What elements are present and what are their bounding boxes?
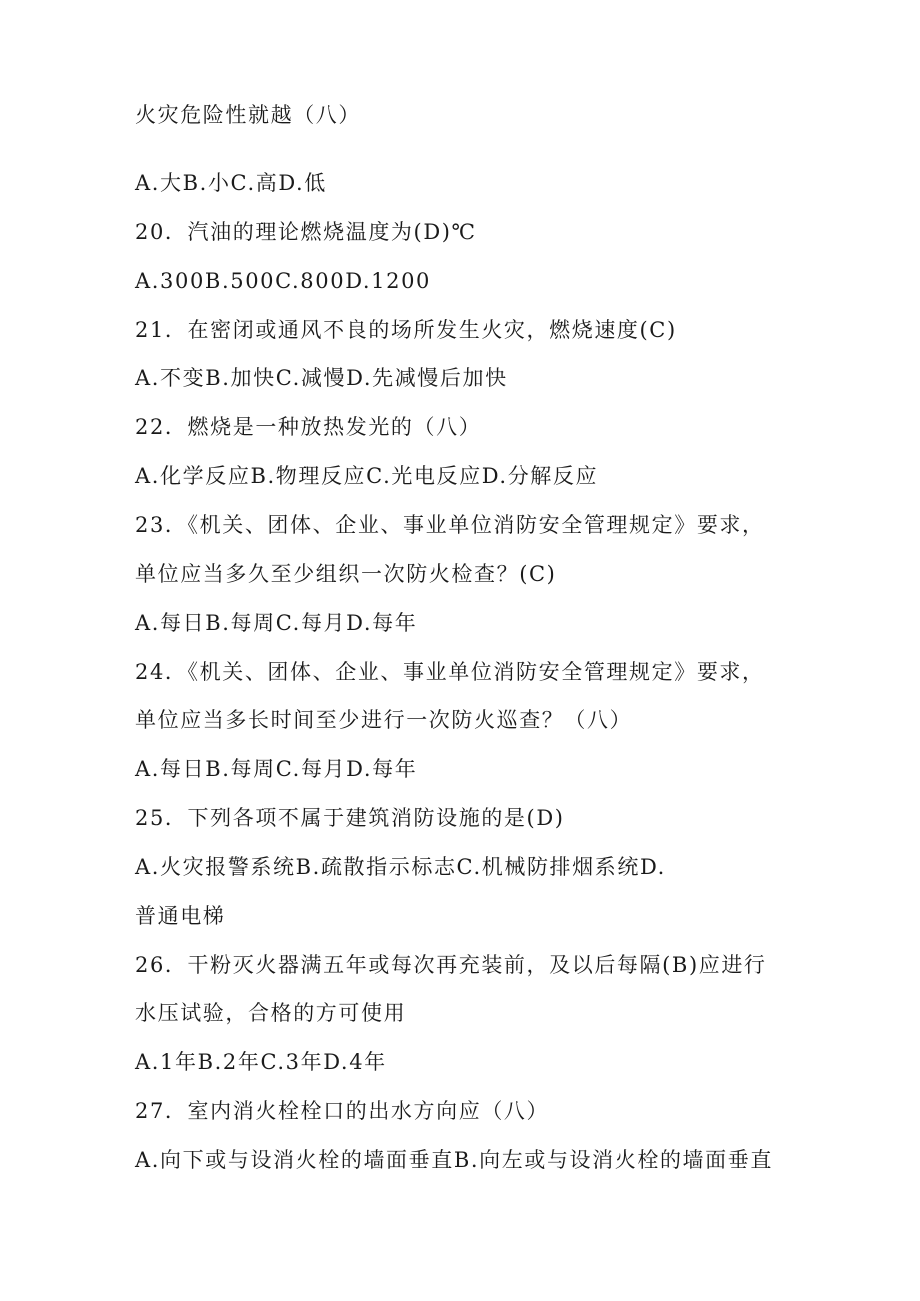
question-line: 水压试验，合格的方可使用 bbox=[135, 1001, 407, 1025]
question-line: 26．干粉灭火器满五年或每次再充装前，及以后每隔(B)应进行 bbox=[135, 953, 767, 977]
question-line: 23．《机关、团体、企业、事业单位消防安全管理规定》要求， bbox=[135, 513, 765, 537]
text-line: 火灾危险性就越（八） bbox=[135, 103, 361, 127]
question-line: 单位应当多久至少组织一次防火检查？(C) bbox=[135, 562, 557, 586]
answer-options: A.向下或与设消火栓的墙面垂直B.向左或与设消火栓的墙面垂直 bbox=[135, 1148, 773, 1172]
answer-options: 普通电梯 bbox=[135, 904, 226, 928]
question-line: 25．下列各项不属于建筑消防设施的是(D) bbox=[135, 806, 565, 830]
answer-options: A.化学反应B.物理反应C.光电反应D.分解反应 bbox=[135, 464, 599, 488]
question-line: 24．《机关、团体、企业、事业单位消防安全管理规定》要求， bbox=[135, 660, 765, 684]
answer-options: A.火灾报警系统B.疏散指示标志C.机械防排烟系统D. bbox=[135, 855, 666, 879]
question-line: 22．燃烧是一种放热发光的（八） bbox=[135, 415, 482, 439]
question-line: 21．在密闭或通风不良的场所发生火灾，燃烧速度(C) bbox=[135, 318, 677, 342]
answer-options: A.1年B.2年C.3年D.4年 bbox=[135, 1050, 387, 1074]
question-line: 27．室内消火栓栓口的出水方向应（八） bbox=[135, 1099, 550, 1123]
answer-options: A.大B.小C.高D.低 bbox=[135, 171, 327, 195]
answer-options: A.300B.500C.800D.1200 bbox=[135, 269, 431, 293]
answer-options: A.每日B.每周C.每月D.每年 bbox=[135, 757, 418, 781]
question-line: 20．汽油的理论燃烧温度为(D)℃ bbox=[135, 220, 477, 244]
question-line: 单位应当多长时间至少进行一次防火巡查？（八） bbox=[135, 708, 633, 732]
answer-options: A.不变B.加快C.减慢D.先减慢后加快 bbox=[135, 366, 508, 390]
answer-options: A.每日B.每周C.每月D.每年 bbox=[135, 611, 418, 635]
